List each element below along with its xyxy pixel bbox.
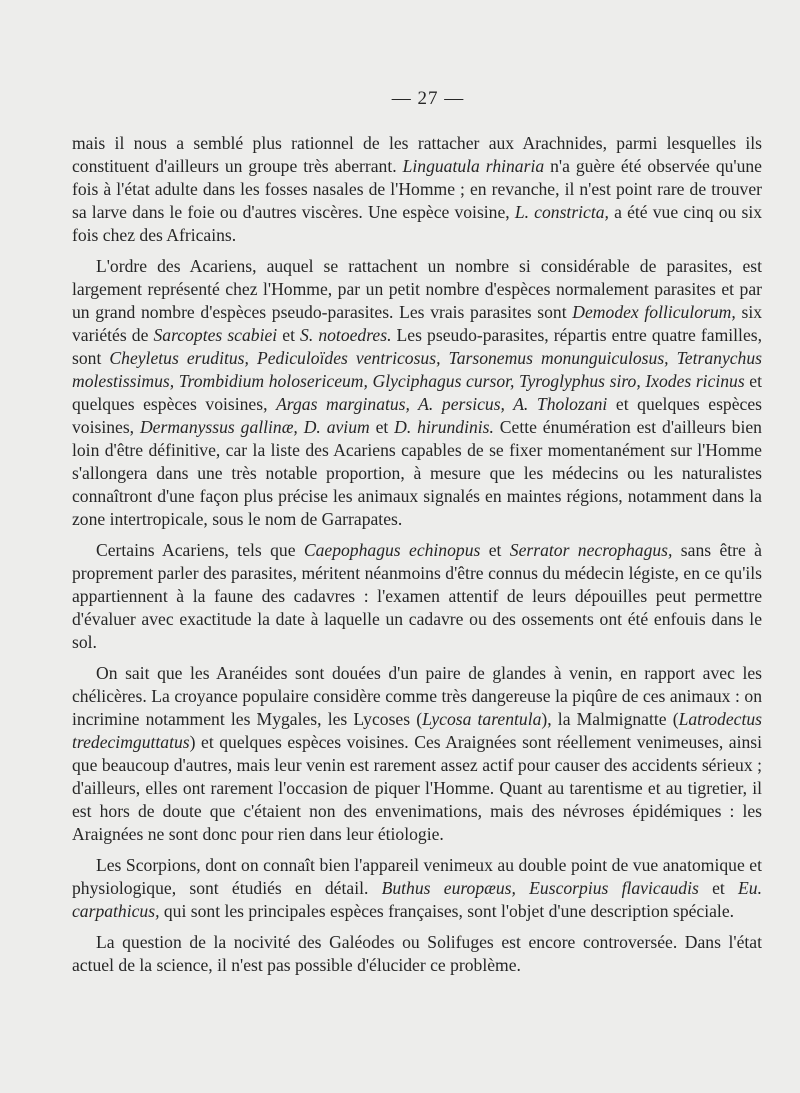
text-run: et quelques espèces voisines, [72,371,762,414]
text-run: La question de la nocivité des Galéodes ou Solifuges est encore controversée. Dans l'état actuel de la science, il n'est pas possible d'élucider ce problème. [72,932,762,975]
text-run: et [277,325,301,345]
italic-run: Linguatula rhinaria [402,156,545,176]
italic-run: Sarcoptes scabiei [153,325,278,345]
page-number: — 27 — [391,88,465,109]
italic-run: L. constricta, [514,202,609,222]
italic-run: Caepophagus echinopus [303,540,481,560]
paragraph [72,132,762,247]
italic-run: Lycosa tarentula [422,709,542,729]
text-run: n'a guère été observée qu'une fois à l'état adulte dans les fosses nasales de l'Homme ; en revanche, il n'est point rare de trouver sa larve dans le foie ou d'autres viscères. Une espèce voisine, [72,156,762,222]
text-run: sans être à proprement parler des parasites, méritent néanmoins d'être connus du médecin légiste, en ce qu'ils appartiennent à la faune des cadavres : l'examen attentif de leurs dépouilles peut permettre d'évaluer avec exactitude la date à laquelle un cadavre ou des ossements ont été enfouis dans le sol. [72,540,762,652]
text-run: qui sont les principales espèces françaises, sont l'objet d'une description spéciale. [159,901,735,921]
italic-run: Latrodectus tredecimguttatus [72,709,762,752]
paragraph [72,931,762,977]
text-run: Certains Acariens, tels que [96,540,304,560]
text-run: et [369,417,395,437]
text-run: Cette énumération est d'ailleurs bien loin d'être définitive, car la liste des Acariens capables de se fixer momentanément sur l'Homme s'allongera dans une très notable proportion, à mesure que les médecins ou les naturalistes connaîtront d'une façon plus précise les animaux signalés en maintes régions, notamment dans la zone intertropicale, sous le nom de Garrapates. [72,417,762,529]
italic-run: S. notoedres. [300,325,392,345]
text-run: et [698,878,739,898]
italic-run: D. hirundinis. [394,417,494,437]
text-run: On sait que les Aranéides sont douées d'un paire de glandes à venin, en rapport avec les chélicères. La croyance populaire considère comme très dangereuse la piqûre de ces animaux : on incrimine notamment les Mygales, les Lycoses ( [72,663,762,729]
italic-run: Buthus europæus, Euscorpius flavicaudis [381,878,699,898]
paragraph [72,662,762,846]
text-run: ) et quelques espèces voisines. Ces Araignées sont réellement venimeuses, ainsi que beaucoup d'autres, mais leur venin est rarement assez actif pour causer des accidents sérieux ; d'ailleurs, elles ont rarement l'occasion de piquer l'Homme. Quant au tarentisme et au tigretier, il est hors de doute que c'étaient non des envenimations, mais des névroses épidémiques : les Araignées ne sont donc pour rien dans leur étiologie. [72,732,762,844]
italic-run: Serrator necrophagus, [509,540,673,560]
italic-run: Eu. carpathicus, [72,878,762,921]
text-run: Les pseudo-parasites, répartis entre quatre familles, sont [72,325,763,368]
text-run: a été vue cinq ou six fois chez des Africains. [72,202,762,245]
text-run: et quelques espèces voisines, [72,394,762,437]
text-run: L'ordre des Acariens, auquel se rattachent un nombre si considérable de parasites, est largement représenté chez l'Homme, par un petit nombre d'espèces normalement parasites et par un grand nombre d'espèces pseudo-parasites. Les vrais parasites sont [72,256,762,322]
paragraph [72,255,762,531]
italic-run: Cheyletus eruditus, Pediculoïdes ventricosus, Tarsonemus monunguiculosus, Tetranychus molestissimus, Trombidium holosericeum, Glyciphagus cursor, Tyroglyphus siro, Ixodes ricinus [72,348,762,391]
text-run: six variétés de [72,302,763,345]
text-run: Les Scorpions, dont on connaît bien l'appareil venimeux au double point de vue anatomique et physiologique, sont étudiés en détail. [72,855,762,898]
text-run: ), la Malmignatte ( [541,709,679,729]
italic-run: Demodex folliculorum, [572,302,736,322]
text-run: mais il nous a semblé plus rationnel de les rattacher aux Arachnides, parmi lesquelles ils constituent d'ailleurs un groupe très aberrant. [72,133,762,176]
text-run: et [480,540,510,560]
body-text [72,132,762,977]
italic-run: Argas marginatus, A. persicus, A. Tholozani [276,394,608,414]
paragraph [72,854,762,923]
paragraph [72,539,762,654]
italic-run: Dermanyssus gallinæ, D. avium [139,417,370,437]
